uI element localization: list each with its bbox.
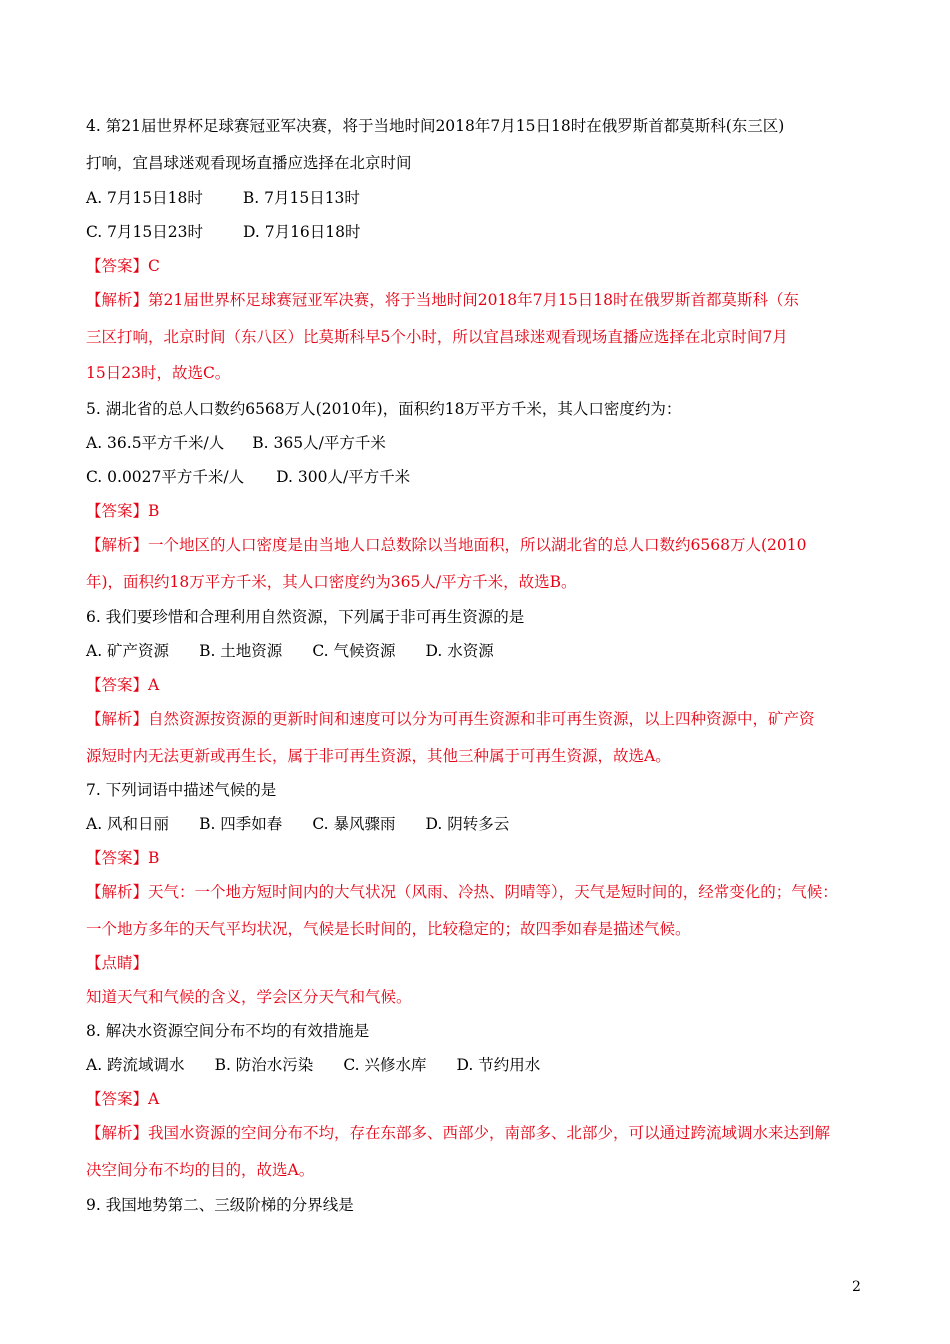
q5-option-b: B. 365人/平方千米	[252, 434, 386, 452]
q7-analysis-line1: 【解析】天气：一个地方短时间内的大气状况（风雨、冷热、阴晴等），天气是短时间的，经常变化的；气候：	[86, 883, 838, 901]
q7-analysis-line2: 一个地方多年的天气平均状况，气候是长时间的，比较稳定的；故四季如春是描述气候。	[86, 920, 691, 938]
q8-option-a: A. 跨流域调水	[86, 1056, 185, 1074]
q4-options-row1	[86, 188, 360, 208]
q4-option-a: A. 7月15日18时	[86, 189, 203, 207]
q5-options-row2	[86, 467, 410, 487]
q7-tip-label: 【点睛】	[86, 954, 149, 972]
q5-option-a: A. 36.5平方千米/人	[86, 434, 225, 452]
q4-option-b: B. 7月15日13时	[242, 189, 360, 207]
q8-option-c: C. 兴修水库	[343, 1056, 427, 1074]
q7-option-c: C. 暴风骤雨	[312, 815, 396, 833]
q5-option-d: D. 300人/平方千米	[276, 468, 411, 486]
q7-option-b: B. 四季如春	[199, 815, 283, 833]
q8-stem: 8. 解决水资源空间分布不均的有效措施是	[86, 1022, 370, 1040]
q7-stem: 7. 下列词语中描述气候的是	[86, 781, 277, 799]
q9-stem: 9. 我国地势第二、三级阶梯的分界线是	[86, 1196, 354, 1214]
q6-option-a: A. 矿产资源	[86, 642, 170, 660]
q5-answer: 【答案】B	[86, 502, 160, 520]
q7-answer: 【答案】B	[86, 849, 160, 867]
q7-option-d: D. 阴转多云	[425, 815, 510, 833]
q5-stem: 5. 湖北省的总人口数约6568万人(2010年)，面积约18万平方千米，其人口密度约为：	[86, 400, 682, 418]
q6-stem: 6. 我们要珍惜和合理利用自然资源，下列属于非可再生资源的是	[86, 608, 525, 626]
q8-answer: 【答案】A	[86, 1090, 160, 1108]
q6-analysis-line2: 源短时内无法更新或再生长，属于非可再生资源，其他三种属于可再生资源，故选A。	[86, 747, 671, 765]
q4-stem-line1: 4. 第21届世界杯足球赛冠亚军决赛，将于当地时间2018年7月15日18时在俄罗斯首都莫斯科(东三区)	[86, 117, 785, 135]
q8-option-d: D. 节约用水	[456, 1056, 541, 1074]
q4-answer: 【答案】C	[86, 257, 160, 275]
page-number: 2	[852, 1279, 861, 1295]
q8-analysis-line1: 【解析】我国水资源的空间分布不均，存在东部多、西部少，南部多、北部少，可以通过跨流域调水来达到解	[86, 1124, 831, 1142]
q6-option-c: C. 气候资源	[312, 642, 396, 660]
q5-analysis-line2: 年)，面积约18万平方千米，其人口密度约为365人/平方千米，故选B。	[86, 573, 577, 591]
q6-answer: 【答案】A	[86, 676, 160, 694]
q4-options-row2	[86, 222, 361, 242]
q4-stem-line2: 打响，宜昌球迷观看现场直播应选择在北京时间	[86, 154, 412, 172]
q4-option-c: C. 7月15日23时	[86, 223, 203, 241]
q7-options	[86, 814, 509, 834]
q4-analysis-line1: 【解析】第21届世界杯足球赛冠亚军决赛，将于当地时间2018年7月15日18时在俄罗斯首都莫斯科（东	[86, 291, 799, 309]
q6-analysis-line1: 【解析】自然资源按资源的更新时间和速度可以分为可再生资源和非可再生资源，以上四种资源中，矿产资	[86, 710, 815, 728]
q5-option-c: C. 0.0027平方千米/人	[86, 468, 245, 486]
q4-option-d: D. 7月16日18时	[242, 223, 361, 241]
q7-option-a: A. 风和日丽	[86, 815, 170, 833]
q6-option-b: B. 土地资源	[199, 642, 283, 660]
q8-analysis-line2: 决空间分布不均的目的，故选A。	[86, 1161, 315, 1179]
q7-tip-text: 知道天气和气候的含义，学会区分天气和气候。	[86, 988, 412, 1006]
q5-analysis-line1: 【解析】一个地区的人口密度是由当地人口总数除以当地面积，所以湖北省的总人口数约6568万人(2010	[86, 536, 807, 554]
q8-option-b: B. 防治水污染	[214, 1056, 314, 1074]
q6-options	[86, 641, 494, 661]
q4-analysis-line3: 15日23时，故选C。	[86, 364, 231, 382]
q8-options	[86, 1055, 540, 1075]
q5-options-row1	[86, 433, 386, 453]
q4-analysis-line2: 三区打响，北京时间（东八区）比莫斯科早5个小时，所以宜昌球迷观看现场直播应选择在北京时间7月	[86, 328, 788, 346]
q6-option-d: D. 水资源	[425, 642, 494, 660]
